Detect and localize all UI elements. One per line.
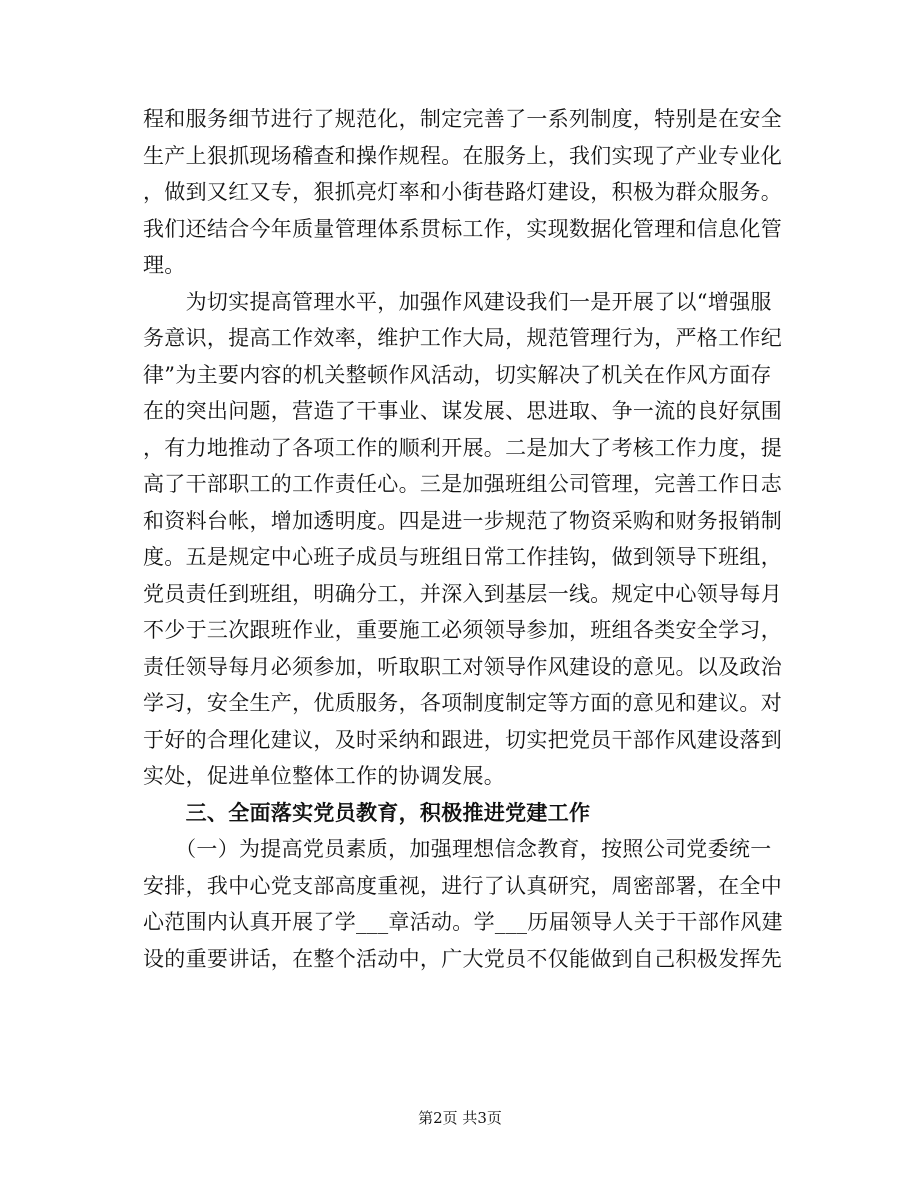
text-line-16: 责任领导每月必须参加，听取职工对领导作风建设的意见。以及政治 — [143, 654, 782, 679]
text-line-23: 心范围内认真开展了学___章活动。学___历届领导人关于干部作风建 — [143, 910, 783, 934]
document-body — [143, 101, 783, 977]
text-line-15: 不少于三次跟班作业，重要施工必须领导参加，班组各类安全学习， — [143, 618, 782, 642]
text-line-8: 律”为主要内容的机关整顿作风活动，切实解决了机关在作风方面存 — [143, 362, 772, 387]
text-line-11: 高了干部职工的工作责任心。三是加强班组公司管理，完善工作日志 — [143, 472, 782, 496]
text-line-9: 在的突出问题，营造了干事业、谋发展、思进取、争一流的良好氛围 — [143, 399, 782, 423]
text-line-1: 程和服务细节进行了规范化，制定完善了一系列制度，特别是在安全 — [143, 107, 782, 131]
text-line-12: 和资料台帐，增加透明度。四是进一步规范了物资采购和财务报销制 — [143, 508, 782, 533]
text-line-17: 学习，安全生产，优质服务，各项制度制定等方面的意见和建议。对 — [143, 691, 782, 715]
text-line-13: 度。五是规定中心班子成员与班组日常工作挂钩，做到领导下班组， — [143, 545, 782, 569]
text-line-18: 于好的合理化建议，及时采纳和跟进，切实把党员干部作风建设落到 — [143, 727, 782, 752]
text-line-6: 为切实提高管理水平，加强作风建设我们一是开展了以“增强服 — [143, 289, 772, 314]
section-heading: 三、全面落实党员教育，积极推进党建工作 — [143, 800, 591, 825]
text-line-3: ，做到又红又专，狠抓亮灯率和小街巷路灯建设，积极为群众服务。 — [143, 180, 782, 204]
text-line-22: 安排，我中心党支部高度重视，进行了认真研究，周密部署，在全中 — [143, 873, 782, 898]
text-line-10: ，有力地推动了各项工作的顺利开展。二是加大了考核工作力度，提 — [143, 435, 782, 460]
text-line-7: 务意识，提高工作效率，维护工作大局，规范管理行为，严格工作纪 — [143, 326, 782, 350]
text-line-21: （一）为提高党员素质，加强理想信念教育，按照公司党委统一 — [143, 837, 772, 861]
text-line-2: 生产上狠抓现场稽查和操作规程。在服务上，我们实现了产业专业化 — [143, 143, 782, 168]
text-line-5: 理。 — [143, 253, 186, 277]
page-number-footer: 第2页 共3页 — [418, 1109, 502, 1127]
text-line-14: 党员责任到班组，明确分工，并深入到基层一线。规定中心领导每月 — [143, 581, 782, 606]
text-line-24: 设的重要讲话，在整个活动中，广大党员不仅能做到自己积极发挥先 — [143, 946, 782, 971]
text-line-4: 我们还结合今年质量管理体系贯标工作，实现数据化管理和信息化管 — [143, 216, 782, 241]
text-line-19: 实处，促进单位整体工作的协调发展。 — [143, 764, 506, 788]
